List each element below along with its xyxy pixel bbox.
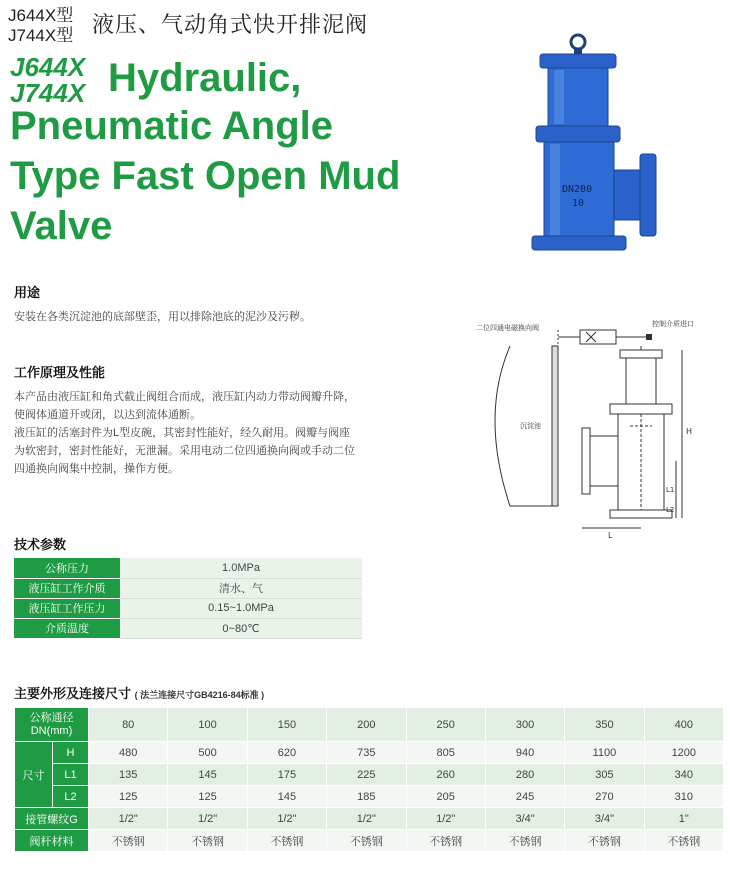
l2-cell: 125	[89, 786, 168, 808]
material-cell: 不锈钢	[168, 830, 247, 852]
material-cell: 不锈钢	[644, 830, 723, 852]
material-cell: 不锈钢	[247, 830, 326, 852]
tech-value: 0~80℃	[120, 618, 362, 638]
principle-line: 本产品由液压缸和角式截止阀组合而成，液压缸内动力带动阀瓣升降，	[14, 391, 355, 403]
l1-cell: 305	[565, 764, 644, 786]
g-label: 接管螺纹G	[15, 808, 89, 830]
tech-value: 0.15~1.0MPa	[120, 598, 362, 618]
title-en-line-1: Hydraulic,	[108, 56, 302, 100]
g-cell: 1"	[644, 808, 723, 830]
title-en-line-3: Type Fast Open Mud	[10, 154, 401, 198]
dimensions-table	[14, 707, 724, 852]
model-en-2: J744X	[10, 78, 86, 108]
dimensions-title-text: 主要外形及连接尺寸	[14, 686, 132, 701]
dn-header	[15, 708, 89, 742]
label-control-port: 控制介质进口	[652, 320, 694, 328]
l1-cell: 175	[247, 764, 326, 786]
principle-line: 为软密封，密封性能好，无泄漏。采用电动二位四通换向阀或手动二位	[14, 445, 355, 457]
tech-value: 1.0MPa	[120, 558, 362, 578]
table-row	[15, 808, 724, 830]
dimensions-title	[14, 683, 264, 702]
dn-cell: 80	[89, 708, 168, 742]
dn-cell: 250	[406, 708, 485, 742]
valve-photo	[510, 30, 670, 270]
photo-marking-pn: 10	[572, 198, 585, 209]
g-cell: 3/4"	[485, 808, 564, 830]
tech-value: 清水、气	[120, 578, 362, 598]
g-cell: 1/2"	[89, 808, 168, 830]
title-en-line-2: Pneumatic Angle	[10, 104, 334, 148]
g-cell: 1/2"	[247, 808, 326, 830]
l2-label: L2	[53, 786, 89, 808]
l1-cell: 260	[406, 764, 485, 786]
g-cell: 1/2"	[168, 808, 247, 830]
principle-text	[14, 388, 384, 478]
models-en	[10, 54, 85, 106]
material-label: 阀杆材料	[15, 830, 89, 852]
h-cell: 940	[485, 742, 564, 764]
g-cell: 3/4"	[565, 808, 644, 830]
material-cell: 不锈钢	[89, 830, 168, 852]
title-en-line-4: Valve	[10, 204, 113, 248]
h-label: H	[53, 742, 89, 764]
table-row	[15, 764, 724, 786]
l2-cell: 145	[247, 786, 326, 808]
table-row	[15, 742, 724, 764]
lifting-ring	[571, 35, 585, 49]
h-cell: 620	[247, 742, 326, 764]
l2-cell: 310	[644, 786, 723, 808]
table-row	[14, 598, 362, 618]
table-row	[15, 786, 724, 808]
l2-cell: 125	[168, 786, 247, 808]
model-en-1: J644X	[10, 52, 86, 82]
l2-cell: 185	[327, 786, 406, 808]
label-solenoid-valve: 二位四通电磁换向阀	[476, 324, 539, 332]
h-cell: 480	[89, 742, 168, 764]
l1-cell: 340	[644, 764, 723, 786]
material-cell: 不锈钢	[565, 830, 644, 852]
table-row	[15, 830, 724, 852]
material-cell: 不锈钢	[485, 830, 564, 852]
l2-cell: 205	[406, 786, 485, 808]
dn-cell: 150	[247, 708, 326, 742]
installation-schematic	[470, 316, 720, 541]
principle-line: 液压缸的活塞封件为L型皮碗，其密封性能好，经久耐用。阀瓣与阀座	[14, 427, 351, 439]
table-row	[14, 578, 362, 598]
dn-cell: 400	[644, 708, 723, 742]
l1-label: L1	[53, 764, 89, 786]
principle-line: 四通换向阀集中控制，操作方便。	[14, 463, 179, 475]
dn-cell: 300	[485, 708, 564, 742]
dim-h: H	[686, 427, 693, 436]
dim-l1: L1	[666, 486, 675, 494]
material-cell: 不锈钢	[327, 830, 406, 852]
g-cell: 1/2"	[327, 808, 406, 830]
g-cell: 1/2"	[406, 808, 485, 830]
tech-label: 液压缸工作介质	[14, 578, 120, 598]
size-label: 尺寸	[15, 742, 53, 808]
table-row	[14, 618, 362, 638]
model-lines	[8, 6, 73, 46]
model-block	[8, 6, 73, 46]
table-row	[14, 558, 362, 578]
dn-cell: 200	[327, 708, 406, 742]
tech-table	[14, 558, 362, 639]
dim-l2: L2	[666, 506, 675, 514]
dimensions-subtitle: ( 法兰连接尺寸GB4216-84标准 )	[134, 690, 265, 700]
l1-cell: 135	[89, 764, 168, 786]
model-line-2: J744X型	[8, 26, 74, 45]
dn-cell: 100	[168, 708, 247, 742]
h-cell: 735	[327, 742, 406, 764]
table-row	[15, 708, 724, 742]
h-cell: 1200	[644, 742, 723, 764]
material-cell: 不锈钢	[406, 830, 485, 852]
dn-label-1: 公称通径	[29, 711, 74, 724]
tech-label: 公称压力	[14, 558, 120, 578]
l1-cell: 225	[327, 764, 406, 786]
h-cell: 1100	[565, 742, 644, 764]
label-tank: 沉淀池	[520, 422, 541, 430]
h-cell: 805	[406, 742, 485, 764]
dn-label-2: DN(mm)	[30, 724, 73, 737]
l2-cell: 245	[485, 786, 564, 808]
photo-marking-dn: DN200	[562, 184, 593, 195]
l1-cell: 280	[485, 764, 564, 786]
tech-title: 技术参数	[14, 537, 67, 552]
usage-text: 安装在各类沉淀池的底部壁歪，用以排除池底的泥沙及污秽。	[14, 311, 311, 323]
tech-label: 介质温度	[14, 618, 120, 638]
usage-title: 用途	[14, 285, 41, 300]
dim-l: L	[608, 531, 613, 540]
principle-title: 工作原理及性能	[14, 365, 106, 380]
title-cn: 液压、气动角式快开排泥阀	[92, 12, 369, 37]
h-cell: 500	[168, 742, 247, 764]
principle-line: 使阀体通道开或闭，以达到流体通断。	[14, 409, 201, 421]
l2-cell: 270	[565, 786, 644, 808]
model-line-1: J644X型	[8, 6, 74, 25]
dn-cell: 350	[565, 708, 644, 742]
tech-label: 液压缸工作压力	[14, 598, 120, 618]
l1-cell: 145	[168, 764, 247, 786]
